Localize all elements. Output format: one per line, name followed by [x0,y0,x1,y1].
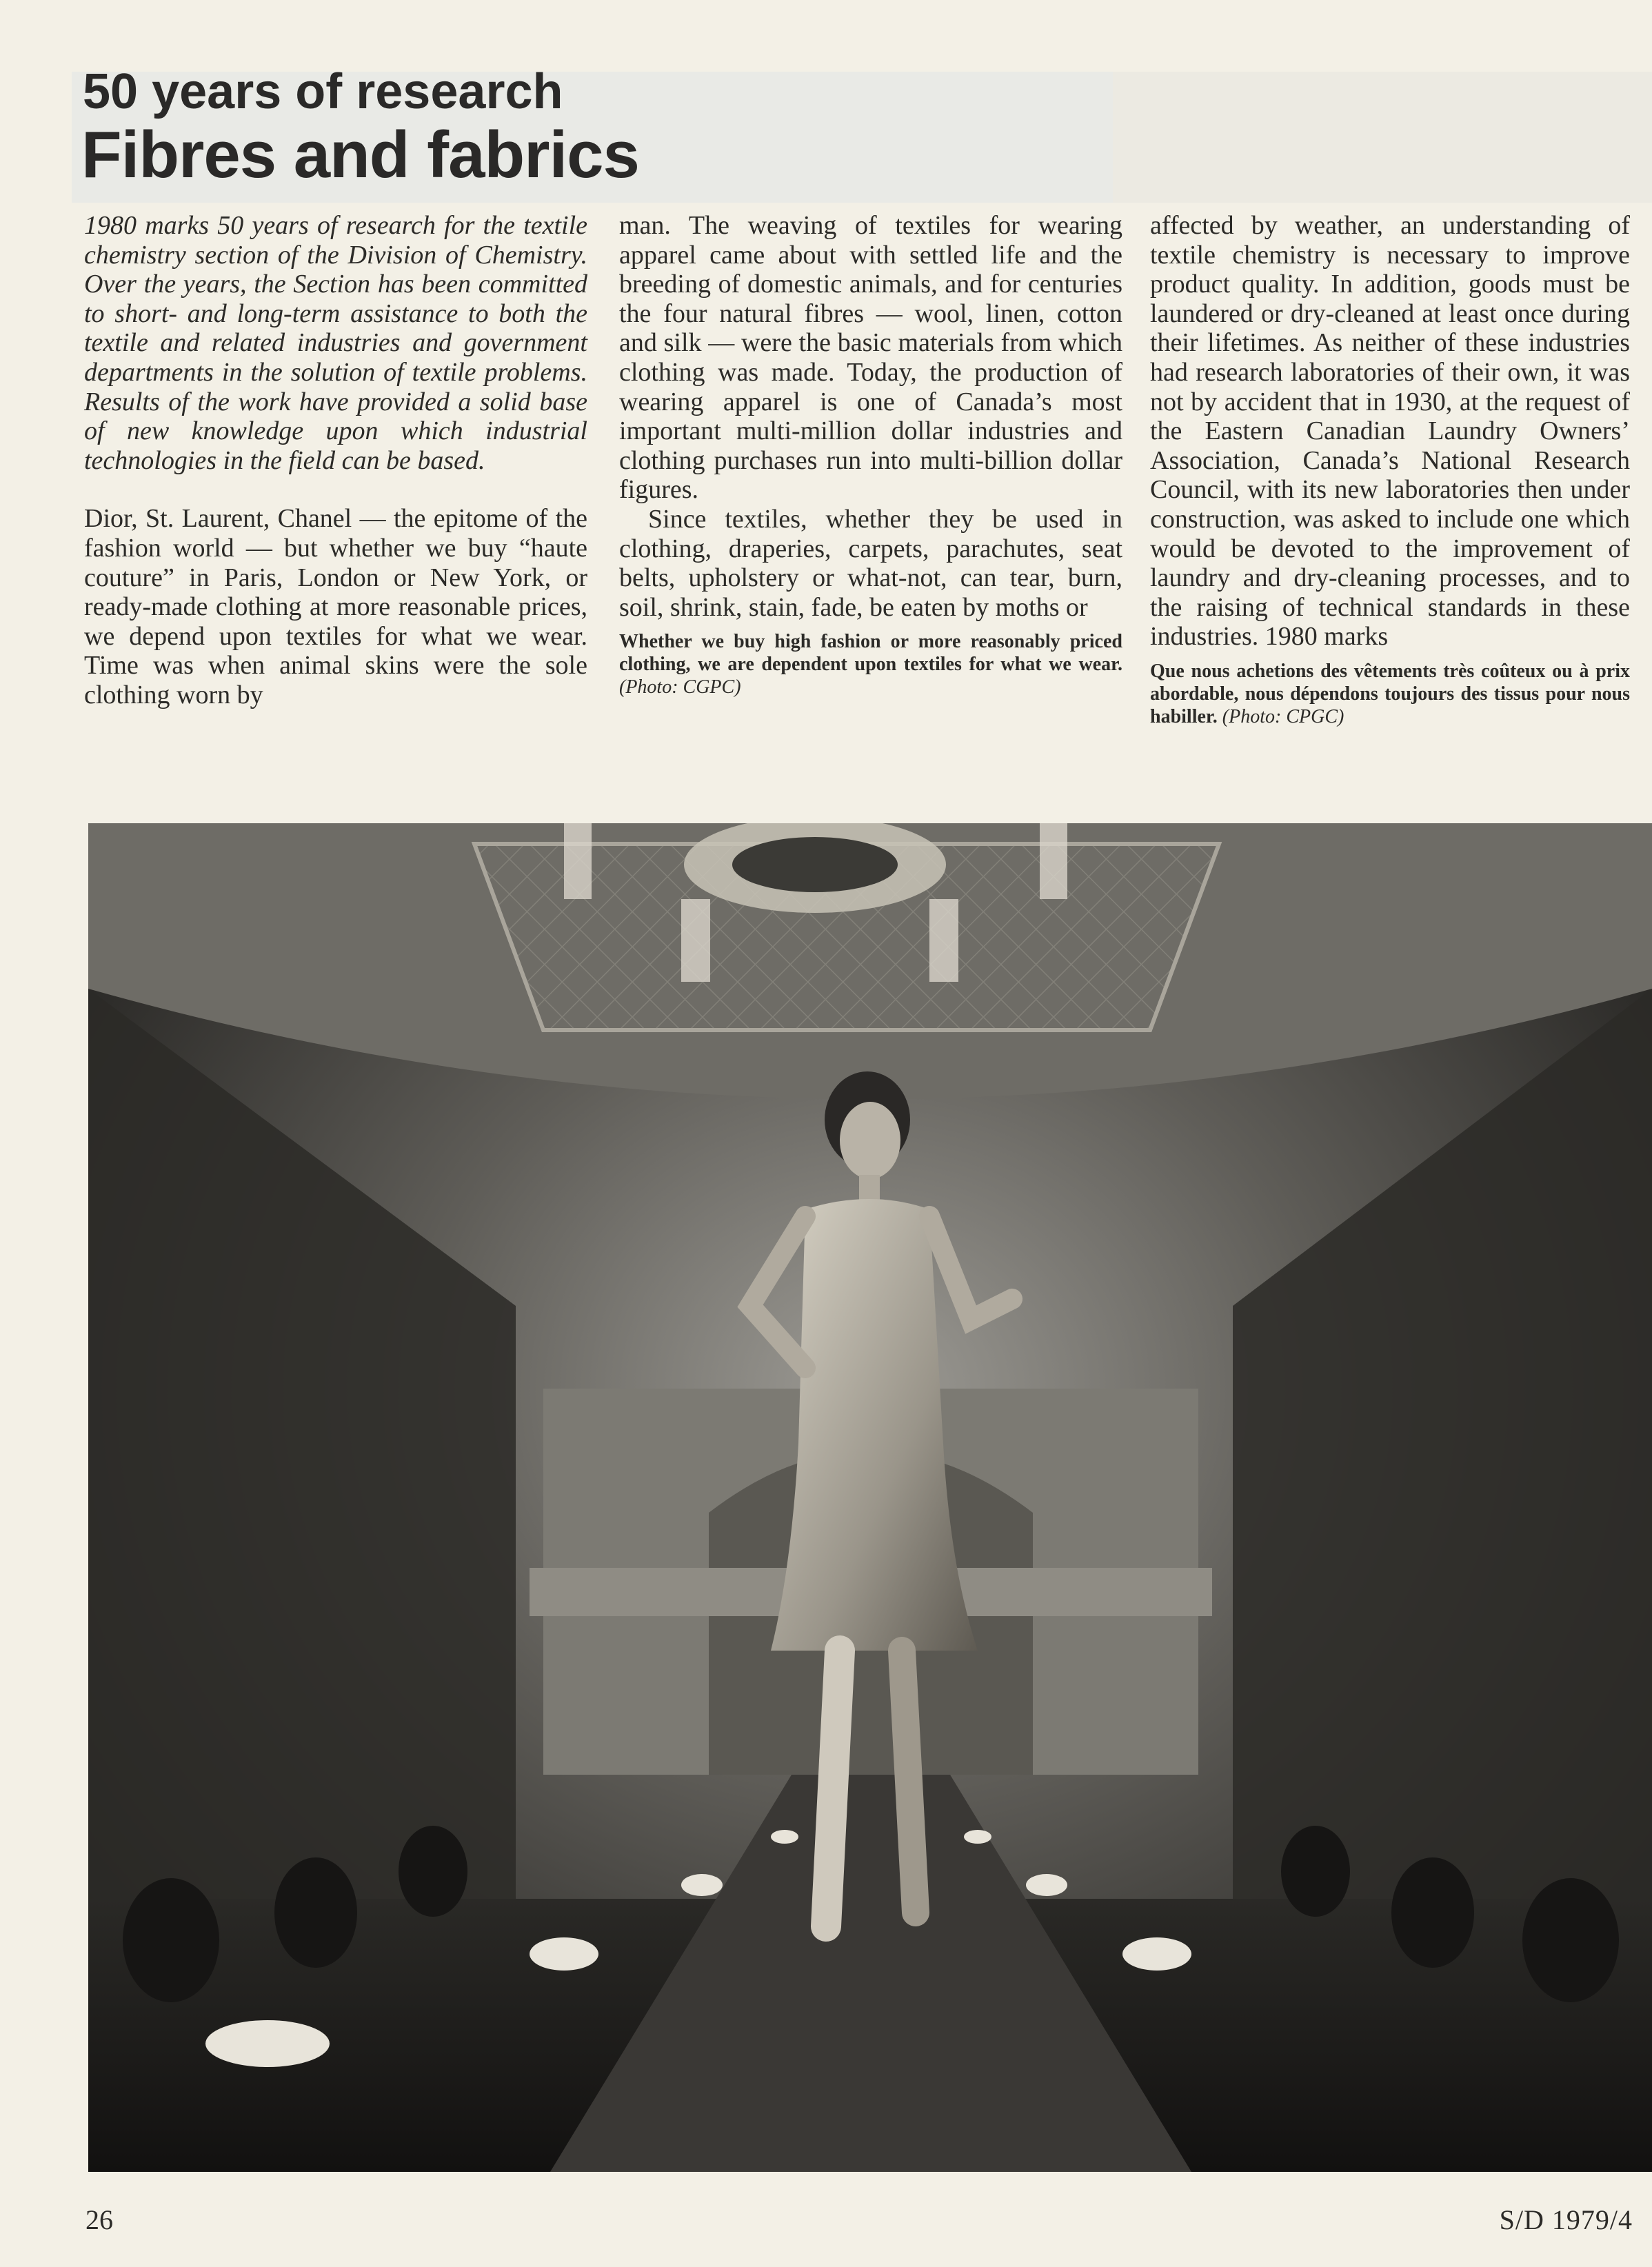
header-tint-right [1113,72,1652,203]
photo-caption-french [1150,660,1630,728]
text-column-2 [619,211,1122,698]
body-paragraph: man. The weaving of textiles for wearing apparel came about with settled life and the breeding of domestic animals, and for centuries the four natural fibres — wool, linen, cotton and silk — were the basic materials from which clothing was made. Today, the production of wearing apparel is one of Canada’s most important multi-million dollar industries and clothing purchases run into multi-billion dollar figures. [619,211,1122,505]
article-title: Fibres and fabrics [81,118,639,192]
fashion-show-photo [88,823,1652,2172]
runway-photo-illustration [88,823,1652,2172]
photo-caption-english [619,630,1122,698]
photo-credit: (Photo: CPGC) [1222,705,1344,727]
article-kicker: 50 years of research [83,64,563,119]
issue-label: S/D 1979/4 [1499,2204,1633,2235]
text-column-3 [1150,211,1630,728]
body-paragraph: Dior, St. Laurent, Chanel — the epitome of the fashion world — but whether we buy “haute couture” in Paris, London or New York, or ready-made clothing at more reasonable prices, we depend upon textiles for what we wear. Time was when animal skins were the sole clothing worn by [84,504,587,709]
body-paragraph: Since textiles, whether they be used in clothing, draperies, carpets, parachutes, seat belts, upholstery or what-not, can tear, burn, soil, shrink, stain, fade, be eaten by moths or [619,504,1122,622]
text-column-1 [84,211,587,710]
caption-text: Whether we buy high fashion or more reasonably priced clothing, we are dependent upon textiles for what we wear. [619,631,1122,676]
article-intro: 1980 marks 50 years of research for the textile chemistry section of the Division of Chemistry. Over the years, the Section has been committed to short- and long-term assistance to both the textile and related industries and government departments in the solution of textile problems. Results of the work have provided a solid base of new knowledge upon which industrial technologies in the field can be based. [84,211,587,475]
caption-text: Que nous achetions des vêtements très coûteux ou à prix abordable, nous dépendons toujours des tissus pour nous habiller. [1150,660,1630,727]
page-number: 26 [85,2204,113,2235]
photo-credit: (Photo: CGPC) [619,676,741,698]
body-paragraph: affected by weather, an understanding of textile chemistry is necessary to improve product quality. In addition, goods must be laundered or dry-cleaned at least once during their lifetimes. As neither of these industries had research laboratories of their own, it was not by accident that in 1930, at the request of the Eastern Canadian Laundry Owners’ Association, Canada’s National Research Council, with its new laboratories then under construction, was asked to include one which would be devoted to the improvement of laundry and dry-cleaning processes, and to the raising of technical standards in these industries. 1980 marks [1150,211,1630,652]
